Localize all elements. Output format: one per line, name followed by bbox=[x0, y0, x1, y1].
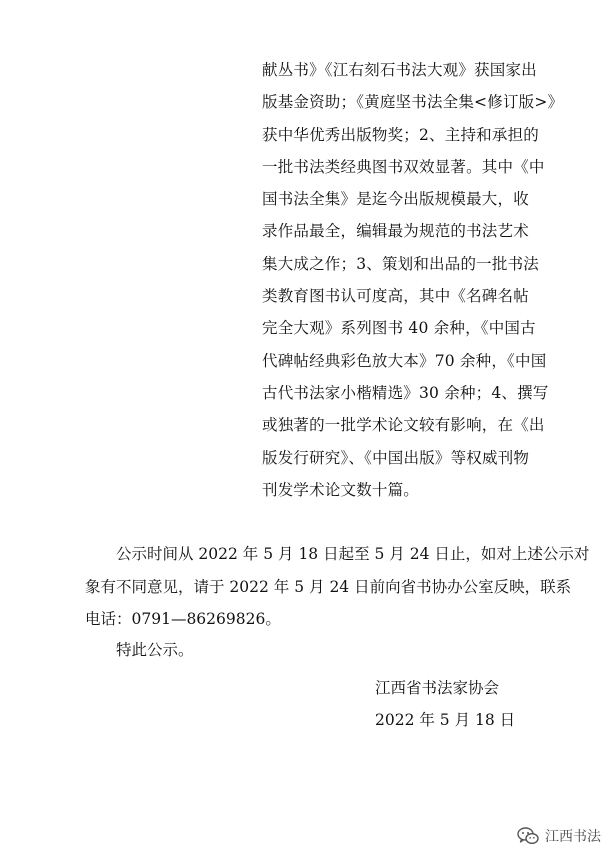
text-line: 献丛书》《江右刻石书法大观》获国家出 bbox=[262, 61, 537, 79]
text-line: 一批书法类经典图书双效显著。其中《中 bbox=[262, 157, 545, 176]
notice-paragraph bbox=[85, 538, 590, 636]
text-line: 录作品最全，编辑最为规范的书法艺术 bbox=[262, 222, 529, 241]
text-line: 公示时间从 2022 年 5 月 18 日起至 5 月 24 日止，如对上述公示对 bbox=[116, 545, 590, 563]
signature-organization: 江西省书法家协会 bbox=[375, 679, 500, 697]
text-line: 版发行研究》、《中国出版》等权威刊物 bbox=[262, 448, 530, 467]
table-cell-achievements bbox=[262, 54, 564, 506]
watermark-label: 江西书法 bbox=[545, 829, 601, 845]
text-line: 电话：0791—86269826。 bbox=[85, 610, 281, 628]
text-line: 获中华优秀出版物奖；2、主持和承担的 bbox=[262, 125, 539, 144]
wechat-icon bbox=[517, 827, 539, 845]
text-line: 象有不同意见，请于 2022 年 5 月 24 日前向省书协办公室反映，联系 bbox=[85, 577, 572, 596]
text-line: 刊发学术论文数十篇。 bbox=[262, 480, 420, 499]
closing-paragraph bbox=[85, 634, 535, 667]
text-line: 类教育图书认可度高，其中《名碑名帖 bbox=[262, 287, 529, 306]
text-line: 或独著的一批学术论文较有影响，在《出 bbox=[262, 416, 545, 435]
text-line: 代碑帖经典彩色放大本》70 余种，《中国 bbox=[262, 351, 547, 370]
text-line: 完全大观》系列图书 40 余种，《中国古 bbox=[262, 319, 536, 338]
text-line: 集大成之作；3、策划和出品的一批书法 bbox=[262, 254, 539, 273]
text-line: 版基金资助；《黄庭坚书法全集<修订版>》 bbox=[262, 93, 564, 112]
text-line: 古代书法家小楷精选》30 余种；4、撰写 bbox=[262, 383, 549, 402]
text-line: 国书法全集》是迄今出版规模最大，收 bbox=[262, 190, 529, 209]
wechat-watermark bbox=[517, 826, 601, 846]
closing-text: 特此公示。 bbox=[116, 641, 194, 659]
signature-date: 2022 年 5 月 18 日 bbox=[375, 711, 516, 729]
